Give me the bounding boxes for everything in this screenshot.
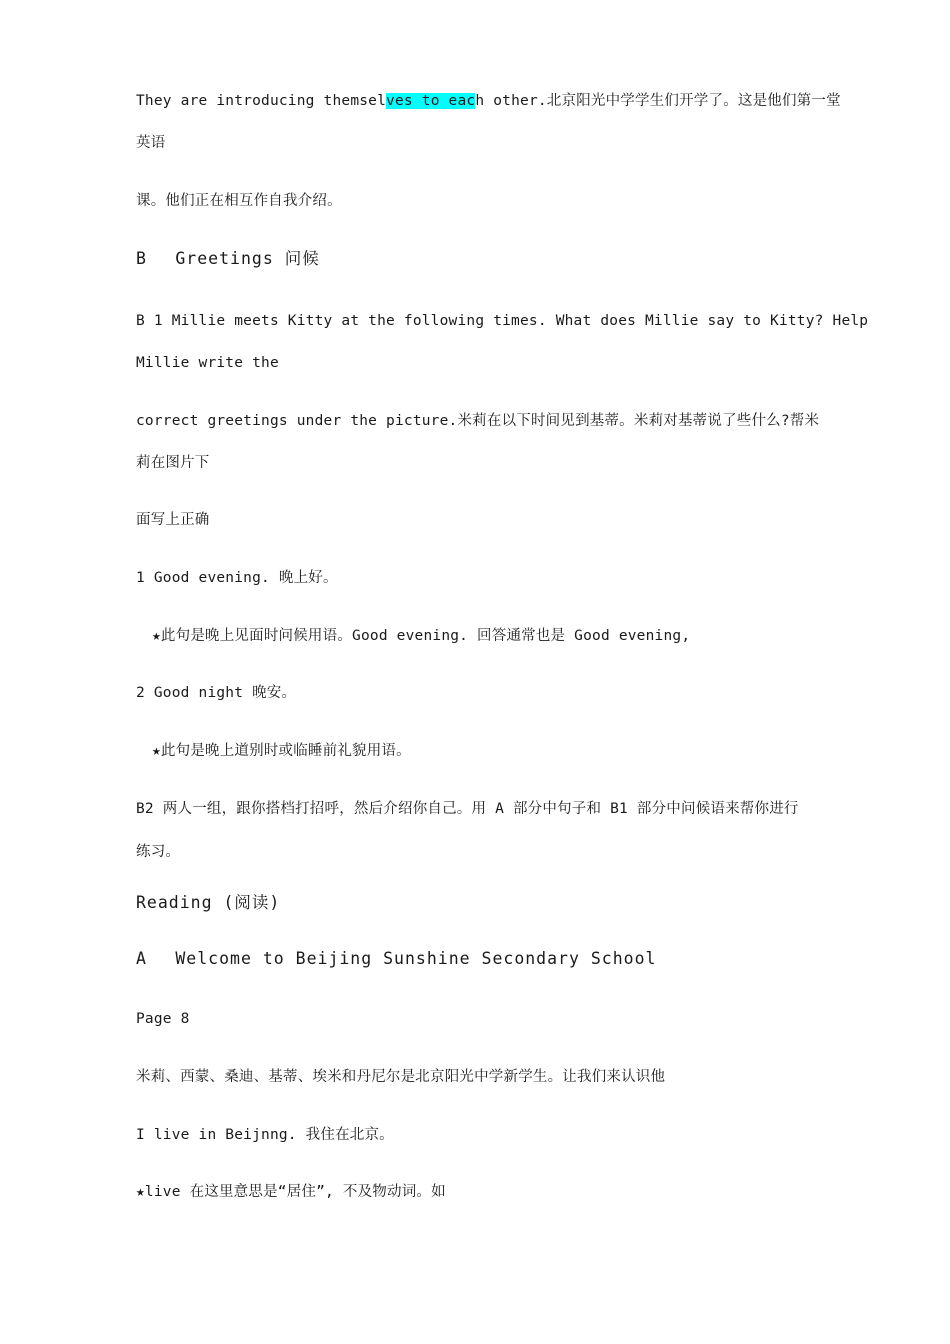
text-line: 莉在图片下 xyxy=(136,455,210,471)
list-item: 1 Good evening. 晚上好。 xyxy=(136,570,338,586)
text-line: 课。他们正在相互作自我介绍。 xyxy=(136,193,342,209)
text-line: B 1 Millie meets Kitty at the following times. What does Millie say to Kitty? Help xyxy=(136,313,869,329)
text-line: B2 两人一组，跟你搭档打招呼，然后介绍你自己。用 A 部分中句子和 B1 部分中问候语来帮你进行 xyxy=(136,801,799,817)
text-line: Millie write the xyxy=(136,355,279,371)
list-item: 2 Good night 晚安。 xyxy=(136,685,297,701)
section-heading: A Welcome to Beijing Sunshine Secondary School xyxy=(136,949,657,968)
text-line: 面写上正确 xyxy=(136,512,210,528)
page-label: Page 8 xyxy=(136,1011,190,1027)
text-line xyxy=(136,91,841,111)
section-heading: B Greetings 问候 xyxy=(136,249,320,268)
text-line: 英语 xyxy=(136,135,166,151)
text-line: I live in Beijnng. 我住在北京。 xyxy=(136,1127,394,1143)
highlighted-text: ves to eac xyxy=(386,93,476,109)
text-line: 练习。 xyxy=(136,844,181,860)
section-heading: Reading (阅读) xyxy=(136,893,281,912)
note-line: ★此句是晚上见面时问候用语。Good evening. 回答通常也是 Good evening, xyxy=(152,628,691,644)
text-line: 米莉、西蒙、桑迪、基蒂、埃米和丹尼尔是北京阳光中学新学生。让我们来认识他 xyxy=(136,1069,666,1085)
text-line: correct greetings under the picture.米莉在以下时间见到基蒂。米莉对基蒂说了些什么?帮米 xyxy=(136,413,820,429)
note-line: ★live 在这里意思是“居住”, 不及物动词。如 xyxy=(136,1184,446,1200)
text-span: They are introducing themsel xyxy=(136,93,387,109)
text-span: h other.北京阳光中学学生们开学了。这是他们第一堂 xyxy=(475,93,841,109)
note-line: ★此句是晚上道别时或临睡前礼貌用语。 xyxy=(152,743,411,759)
